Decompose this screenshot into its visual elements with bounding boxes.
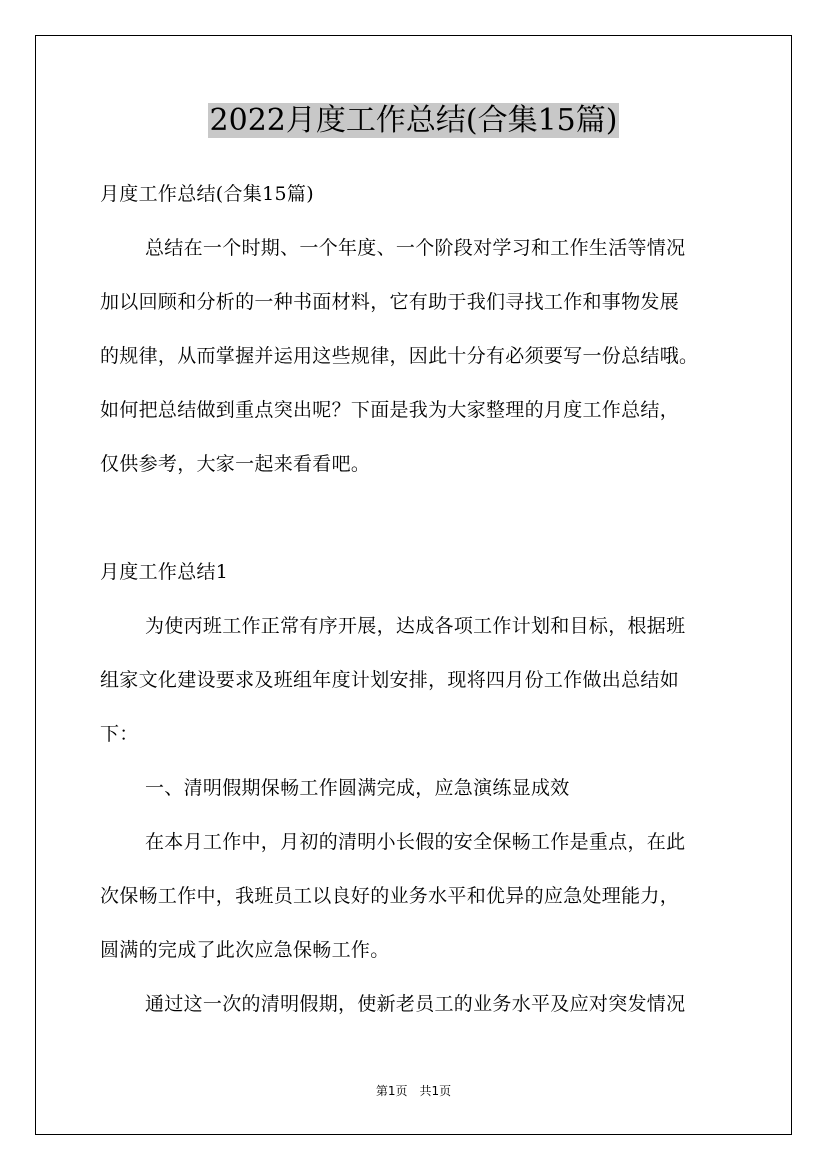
paragraph-line: 在本月工作中，月初的清明小长假的安全保畅工作是重点，在此 <box>145 831 686 853</box>
paragraph-line: 次保畅工作中，我班员工以良好的业务水平和优异的应急处理能力， <box>100 885 680 907</box>
subheading: 一、清明假期保畅工作圆满完成，应急演练显成效 <box>145 777 570 799</box>
paragraph-line: 组家文化建设要求及班组年度计划安排，现将四月份工作做出总结如 <box>100 669 680 691</box>
paragraph-line: 通过这一次的清明假期，使新老员工的业务水平及应对突发情况 <box>145 993 686 1015</box>
document-title <box>0 99 827 143</box>
intro-line: 仅供参考，大家一起来看看吧。 <box>100 453 371 475</box>
intro-line: 的规律，从而掌握并运用这些规律，因此十分有必须要写一份总结哦。 <box>100 345 699 367</box>
paragraph-line: 为使丙班工作正常有序开展，达成各项工作计划和目标，根据班 <box>145 615 686 637</box>
page-number: 第1页 共1页 <box>375 1084 452 1098</box>
section-heading: 月度工作总结1 <box>100 561 229 583</box>
document-title-text: 2022月度工作总结(合集15篇) <box>209 103 618 138</box>
intro-line: 如何把总结做到重点突出呢？下面是我为大家整理的月度工作总结， <box>100 399 680 421</box>
paragraph-line: 下： <box>100 723 139 745</box>
paragraph-line: 圆满的完成了此次应急保畅工作。 <box>100 939 390 961</box>
document-subtitle: 月度工作总结(合集15篇) <box>100 183 314 205</box>
intro-line: 加以回顾和分析的一种书面材料，它有助于我们寻找工作和事物发展 <box>100 291 680 313</box>
intro-line: 总结在一个时期、一个年度、一个阶段对学习和工作生活等情况 <box>145 237 686 259</box>
